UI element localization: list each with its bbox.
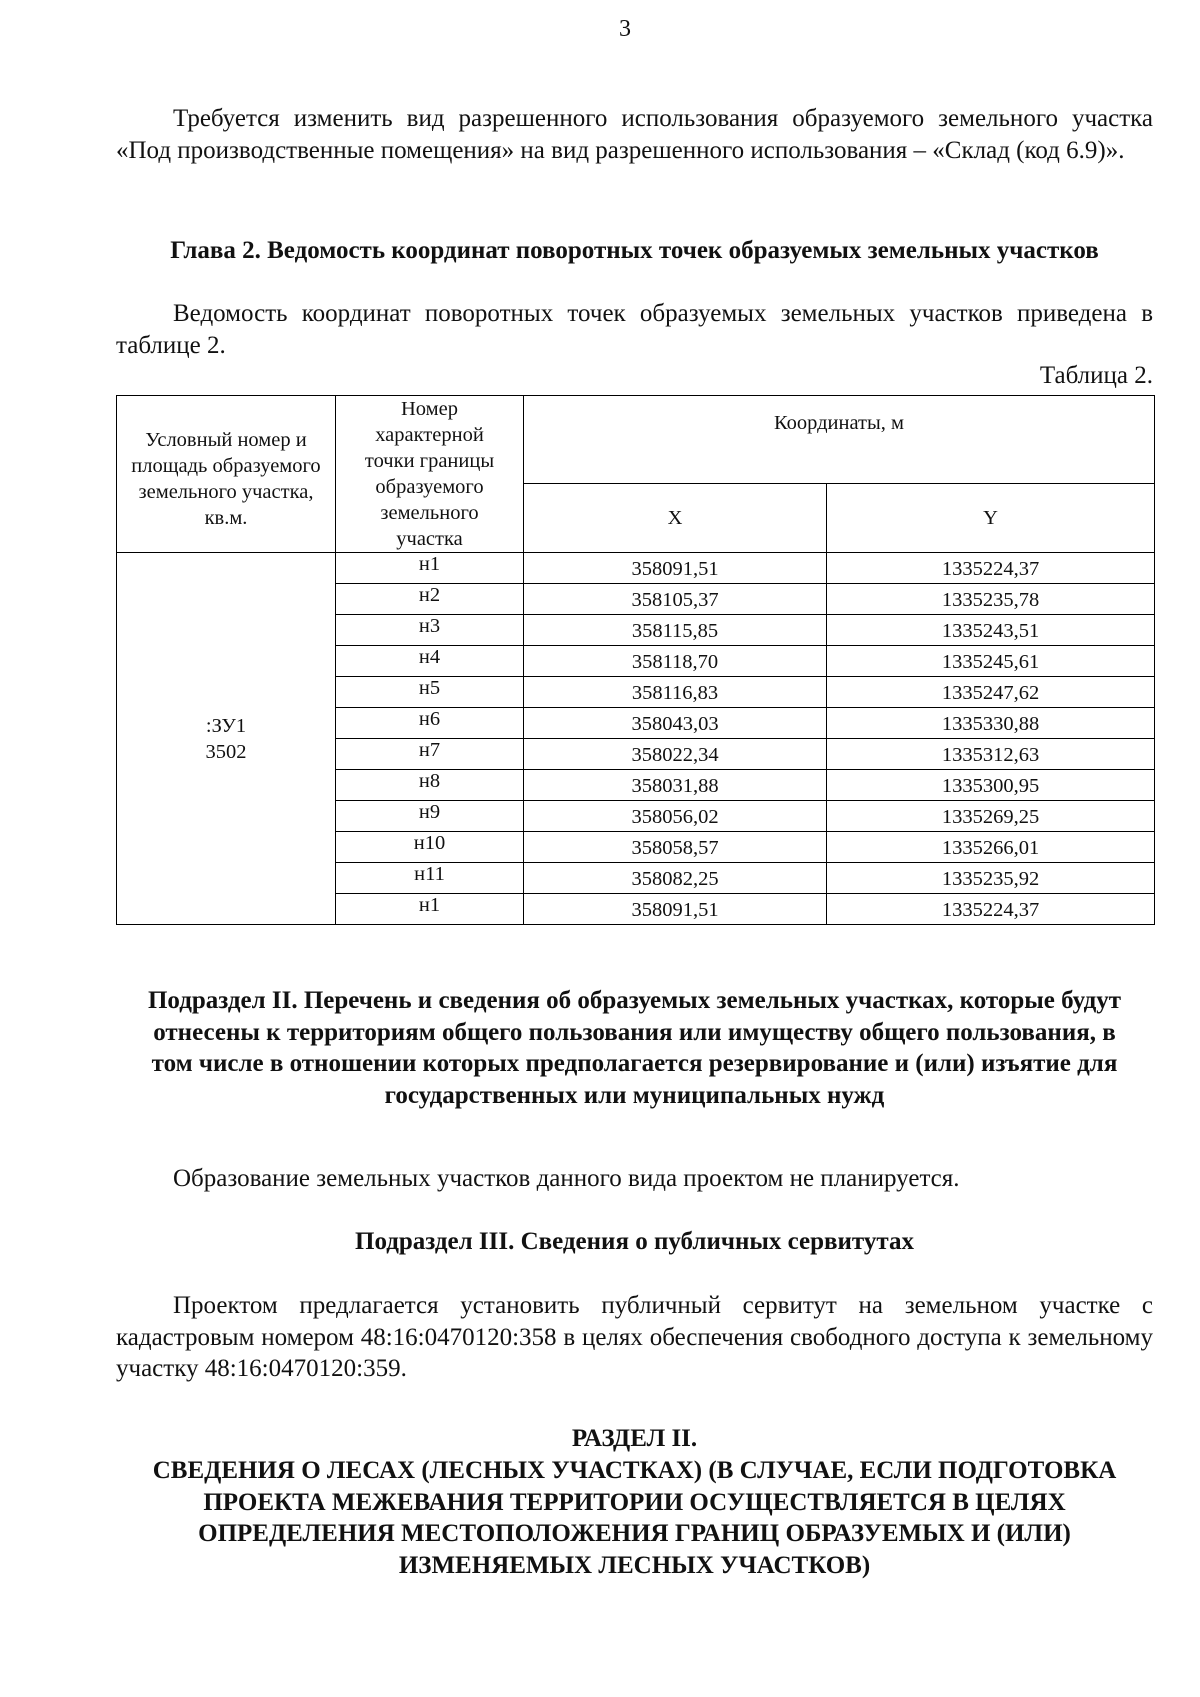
x-value: 358056,02 xyxy=(631,806,719,828)
section-2-title: РАЗДЕЛ II. xyxy=(571,1425,698,1452)
x-value: 358118,70 xyxy=(631,651,719,673)
y-value: 1335330,88 xyxy=(941,713,1040,735)
table-caption: Таблица 2. xyxy=(1039,362,1153,389)
header-plot-cell xyxy=(117,396,336,553)
header-point: Номер характерной точки границы образуемого земельного участка xyxy=(364,398,495,550)
y-cell xyxy=(827,677,1155,708)
point-value: н9 xyxy=(418,801,441,823)
x-cell xyxy=(524,646,827,677)
point-value: н11 xyxy=(414,863,445,885)
plot-cell xyxy=(117,553,336,925)
plot-area: 3502 xyxy=(205,740,247,763)
x-cell xyxy=(524,801,827,832)
x-value: 358115,85 xyxy=(631,620,719,642)
subsection-3-title: Подраздел III. Сведения о публичных сервитутах xyxy=(355,1228,914,1255)
x-cell xyxy=(524,863,827,894)
y-cell xyxy=(827,646,1155,677)
x-cell xyxy=(524,708,827,739)
y-cell xyxy=(827,708,1155,739)
point-cell xyxy=(336,584,524,615)
x-cell xyxy=(524,832,827,863)
subsection-3-text: Проектом предлагается установить публичный сервитут на земельном участке с кадастровым номером 48:16:0470120:358 в целях обеспечения свободного доступа к земельному участку 48:16:0470120:359. xyxy=(116,1292,1153,1382)
point-cell xyxy=(336,894,524,925)
y-value: 1335300,95 xyxy=(941,775,1040,797)
y-value: 1335224,37 xyxy=(941,558,1040,580)
header-coords-cell xyxy=(524,396,1155,484)
point-value: н6 xyxy=(418,708,441,730)
y-cell xyxy=(827,615,1155,646)
point-value: н3 xyxy=(418,615,441,637)
point-cell xyxy=(336,677,524,708)
point-value: н5 xyxy=(418,677,441,699)
header-y-cell xyxy=(827,484,1155,553)
page-number: 3 xyxy=(619,16,631,42)
point-cell xyxy=(336,553,524,584)
y-value: 1335266,01 xyxy=(941,837,1040,859)
point-cell xyxy=(336,801,524,832)
point-cell xyxy=(336,739,524,770)
y-value: 1335247,62 xyxy=(941,682,1040,704)
x-cell xyxy=(524,615,827,646)
y-value: 1335245,61 xyxy=(941,651,1040,673)
y-value: 1335312,63 xyxy=(941,744,1040,766)
x-value: 358031,88 xyxy=(631,775,719,797)
subsection-2-text: Образование земельных участков данного вида проектом не планируется. xyxy=(173,1165,960,1192)
point-cell xyxy=(336,832,524,863)
point-value: н2 xyxy=(418,584,441,606)
x-value: 358091,51 xyxy=(631,558,719,580)
point-value: н7 xyxy=(418,739,441,761)
x-cell xyxy=(524,553,827,584)
y-value: 1335243,51 xyxy=(941,620,1040,642)
point-value: н1 xyxy=(418,553,441,575)
header-plot: Условный номер и площадь образуемого земельного участка, кв.м. xyxy=(131,429,321,529)
table-row xyxy=(117,553,1155,584)
y-cell xyxy=(827,770,1155,801)
x-cell xyxy=(524,677,827,708)
intro-paragraph: Требуется изменить вид разрешенного использования образуемого земельного участка «Под производственные помещения» на вид разрешенного использования – «Склад (код 6.9)». xyxy=(116,105,1153,164)
x-cell xyxy=(524,739,827,770)
y-cell xyxy=(827,739,1155,770)
y-value: 1335235,78 xyxy=(941,589,1040,611)
point-value: н1 xyxy=(418,894,441,916)
point-value: н10 xyxy=(413,832,446,854)
section-2-subtitle: СВЕДЕНИЯ О ЛЕСАХ (ЛЕСНЫХ УЧАСТКАХ) (В СЛУЧАЕ, ЕСЛИ ПОДГОТОВКА ПРОЕКТА МЕЖЕВАНИЯ ТЕРРИТОРИИ ОСУЩЕСТВЛЯЕТСЯ В ЦЕЛЯХ ОПРЕДЕЛЕНИЯ МЕСТОПОЛОЖЕНИЯ ГРАНИЦ ОБРАЗУЕМЫХ И (ИЛИ) ИЗМЕНЯЕМЫХ ЛЕСНЫХ УЧАСТКОВ) xyxy=(152,1457,1117,1579)
y-cell xyxy=(827,832,1155,863)
x-value: 358116,83 xyxy=(631,682,719,704)
subsection-2-title: Подраздел II. Перечень и сведения об образуемых земельных участках, которые будут отнесены к территориям общего пользования или имуществу общего пользования, в том числе в отношении которых предполагается резервирование и (или) изъятие для государственных или муниципальных нужд xyxy=(147,987,1122,1109)
y-cell xyxy=(827,553,1155,584)
point-cell xyxy=(336,863,524,894)
x-cell xyxy=(524,894,827,925)
chapter-2-title: Глава 2. Ведомость координат поворотных точек образуемых земельных участков xyxy=(170,237,1099,264)
x-value: 358022,34 xyxy=(631,744,719,766)
coordinates-table xyxy=(116,395,1155,925)
header-x: X xyxy=(667,507,683,530)
header-point-cell xyxy=(336,396,524,553)
header-x-cell xyxy=(524,484,827,553)
y-cell xyxy=(827,894,1155,925)
header-y: Y xyxy=(983,507,998,530)
x-value: 358058,57 xyxy=(631,837,719,859)
x-value: 358082,25 xyxy=(631,868,719,890)
y-cell xyxy=(827,863,1155,894)
point-cell xyxy=(336,770,524,801)
x-value: 358091,51 xyxy=(631,899,719,921)
header-coords: Координаты, м xyxy=(773,412,905,434)
plot-id: :ЗУ1 xyxy=(205,714,247,737)
point-cell xyxy=(336,615,524,646)
y-value: 1335224,37 xyxy=(941,899,1040,921)
y-value: 1335235,92 xyxy=(941,868,1040,890)
y-cell xyxy=(827,584,1155,615)
y-value: 1335269,25 xyxy=(941,806,1040,828)
x-value: 358105,37 xyxy=(631,589,719,611)
x-cell xyxy=(524,584,827,615)
point-value: н4 xyxy=(418,646,441,668)
point-value: н8 xyxy=(418,770,441,792)
chapter-2-text: Ведомость координат поворотных точек образуемых земельных участков приведена в таблице 2. xyxy=(116,300,1153,359)
point-cell xyxy=(336,708,524,739)
y-cell xyxy=(827,801,1155,832)
x-value: 358043,03 xyxy=(631,713,719,735)
point-cell xyxy=(336,646,524,677)
x-cell xyxy=(524,770,827,801)
